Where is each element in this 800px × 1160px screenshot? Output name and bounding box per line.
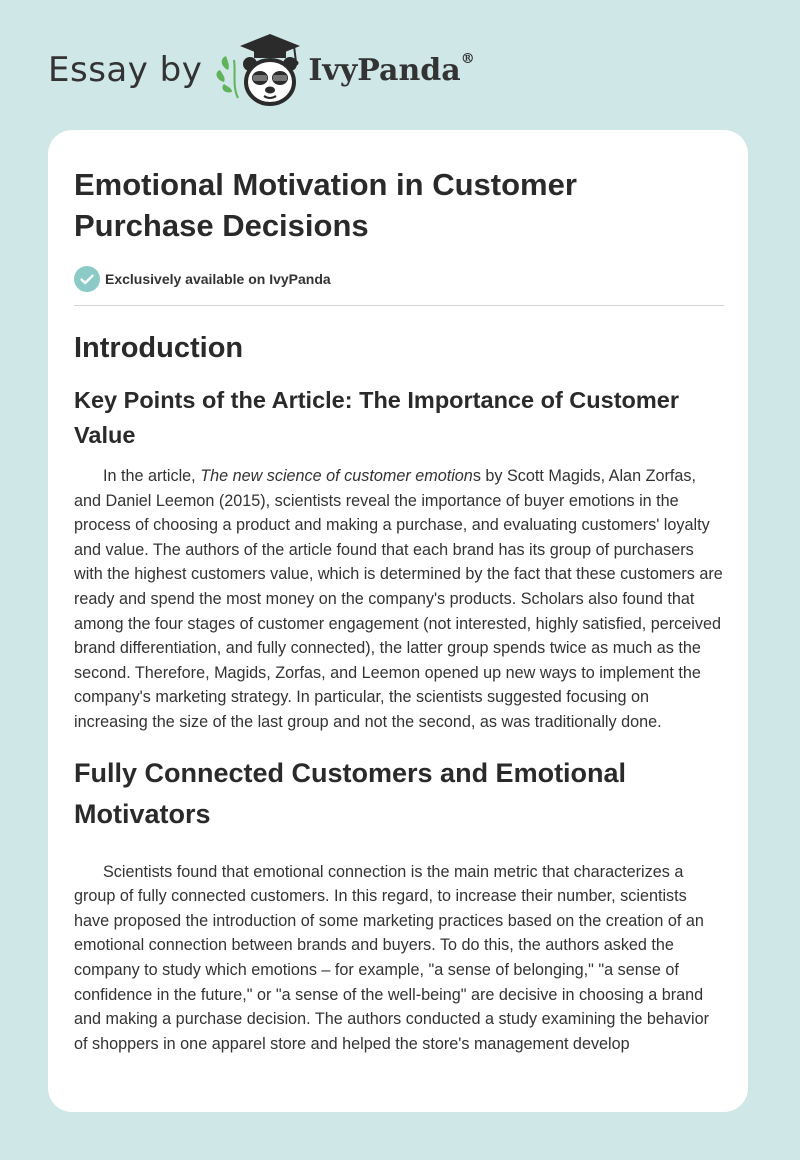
article-title-italic: The new science of customer emotion [200, 467, 473, 485]
exclusive-badge [74, 266, 724, 292]
paragraph-key-points [74, 464, 724, 735]
essay-by-label: Essay by [48, 50, 203, 90]
section-heading-fully-connected: Fully Connected Customers and Emotional Motivators [74, 757, 627, 829]
paragraph-lead: In the article, [103, 467, 201, 485]
essay-title: Emotional Motivation in Customer Purchase Decisions [74, 167, 577, 243]
divider [74, 305, 724, 306]
essay-content [74, 164, 724, 1056]
essay-card [48, 130, 748, 1112]
subheading-key-points: Key Points of the Article: The Importance of Customer Value [74, 387, 679, 448]
ivypanda-logo-icon[interactable] [214, 30, 306, 110]
paragraph-fully-connected: Scientists found that emotional connection is the main metric that characterizes a group of fully connected customers. In this regard, to increase their number, scientists have proposed the introduction of some marketing practices based on the creation of an emotional connection between brands and buyers. To do this, the authors asked the company to study which emotions – for example, "a sense of belonging," "a sense of confidence in the future," or "a sense of the well-being" are decisive in choosing a brand and making a purchase decision. The authors conducted a study examining the behavior of shoppers in one apparel store and helped the store's management develop [74, 862, 710, 1053]
brand-name [308, 50, 475, 88]
site-header [48, 30, 475, 110]
paragraph-rest: s by Scott Magids, Alan Zorfas, and Daniel Leemon (2015), scientists reveal the importance of buyer emotions in the process of choosing a product and making a purchase, and evaluating customers' loyalty and value. The authors of the article found that each brand has its group of purchasers with the highest customers value, which is determined by the fact that these customers are ready and spend the most money on the company's products. Scholars also found that among the four stages of customer engagement (not interested, highly satisfied, perceived brand differentiation, and fully connected), the latter group spends twice as much as the second. Therefore, Magids, Zorfas, and Leemon opened up new ways to implement the company's marketing strategy. In particular, the scientists suggested focusing on increasing the size of the last group and not the second, as was traditionally done. [74, 467, 723, 731]
check-icon [74, 266, 100, 292]
brand-text: IvyPanda [308, 52, 461, 88]
registered-mark: ® [460, 50, 475, 67]
section-heading-introduction: Introduction [74, 332, 244, 364]
badge-label: Exclusively available on IvyPanda [105, 271, 331, 287]
